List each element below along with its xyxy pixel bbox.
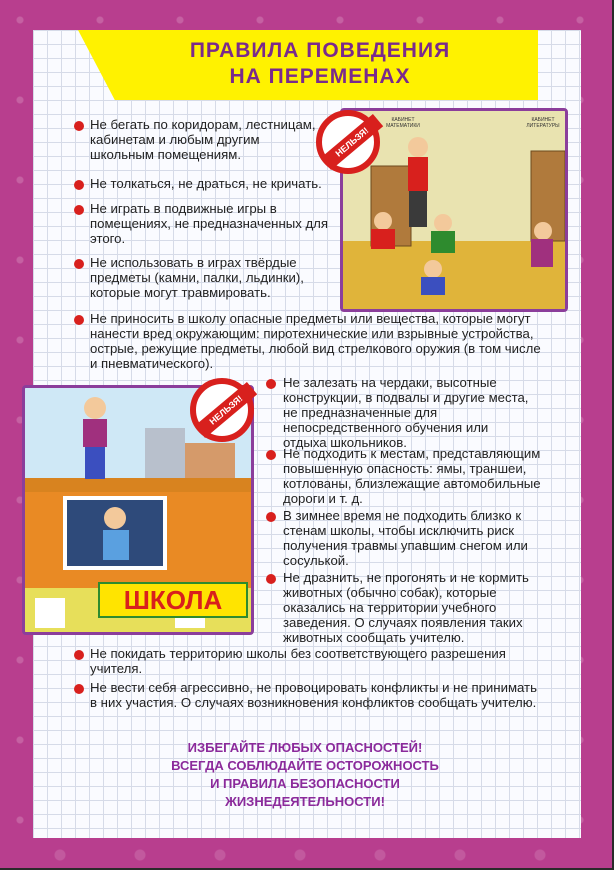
footer-warning — [140, 739, 470, 811]
footer-line-3: И ПРАВИЛА БЕЗОПАСНОСТИ ЖИЗНЕДЕЯТЕЛЬНОСТИ! — [210, 776, 400, 809]
bullet-5 — [74, 315, 84, 325]
bullet-2 — [74, 180, 84, 190]
rule-10: Не покидать территорию школы без соответствующего разрешения учителя. — [90, 646, 506, 676]
bullet-3 — [74, 205, 84, 215]
school-sign: ШКОЛА — [98, 582, 248, 618]
bullet-7 — [266, 450, 276, 460]
door-sign-2: КАБИНЕТ ЛИТЕРАТУРЫ — [526, 117, 560, 129]
forbidden-label-1: НЕЛЬЗЯ! — [321, 114, 383, 170]
forbidden-sign-1 — [316, 110, 380, 174]
title-line-2: НА ПЕРЕМЕНАХ — [229, 65, 411, 88]
bullet-6 — [266, 379, 276, 389]
rule-6: Не залезать на чердаки, высотные конструкции, в подвалы и другие места, не предназначенные для непосредственного обучения или отдыха школьников. — [283, 375, 529, 450]
rule-5: Не приносить в школу опасные предметы или вещества, которые могут нанести вред окружающим: пиротехнические или взрывные устройства, острые, режущие предметы, любой вид стрелкового оружия (в том числе и пневматического). — [90, 311, 541, 371]
bullet-11 — [74, 684, 84, 694]
rule-7: Не подходить к местам, представляющим повышенную опасность: ямы, траншеи, котлованы, близлежащие автомобильные дороги и т. д. — [283, 446, 541, 506]
forbidden-label-2: НЕЛЬЗЯ! — [195, 382, 257, 438]
rule-11: Не вести себя агрессивно, не провоцировать конфликты и не принимать в них участия. О случаях возникновения конфликтов сообщать учителю. — [90, 680, 537, 710]
bullet-8 — [266, 512, 276, 522]
footer-line-1: ИЗБЕГАЙТЕ ЛЮБЫХ ОПАСНОСТЕЙ! — [187, 740, 423, 755]
rule-2: Не толкаться, не драться, не кричать. — [90, 176, 322, 191]
bullet-1 — [74, 121, 84, 131]
rule-9: Не дразнить, не прогонять и не кормить животных (обычно собак), которые оказались на территории учебного заведения. О случаях появления таких животных сообщать учителю. — [283, 570, 529, 645]
rule-1: Не бегать по коридорам, лестницам, кабинетам и любым другим школьным помещениям. — [90, 117, 316, 162]
poster-title — [120, 38, 520, 90]
bullet-9 — [266, 574, 276, 584]
rule-8: В зимнее время не подходить близко к стенам школы, чтобы исключить риск получения травмы упавшим снегом или сосулькой. — [283, 508, 528, 568]
bullet-10 — [74, 650, 84, 660]
rule-4: Не использовать в играх твёрдые предметы (камни, палки, льдинки), которые могут травмировать. — [90, 255, 304, 300]
forbidden-sign-2 — [190, 378, 254, 442]
door-sign-1: КАБИНЕТ МАТЕМАТИКИ — [386, 117, 420, 129]
rule-3: Не играть в подвижные игры в помещениях, не предназначенных для этого. — [90, 201, 328, 246]
title-line-1: ПРАВИЛА ПОВЕДЕНИЯ — [189, 39, 451, 62]
footer-line-2: ВСЕГДА СОБЛЮДАЙТЕ ОСТОРОЖНОСТЬ — [171, 758, 439, 773]
bullet-4 — [74, 259, 84, 269]
